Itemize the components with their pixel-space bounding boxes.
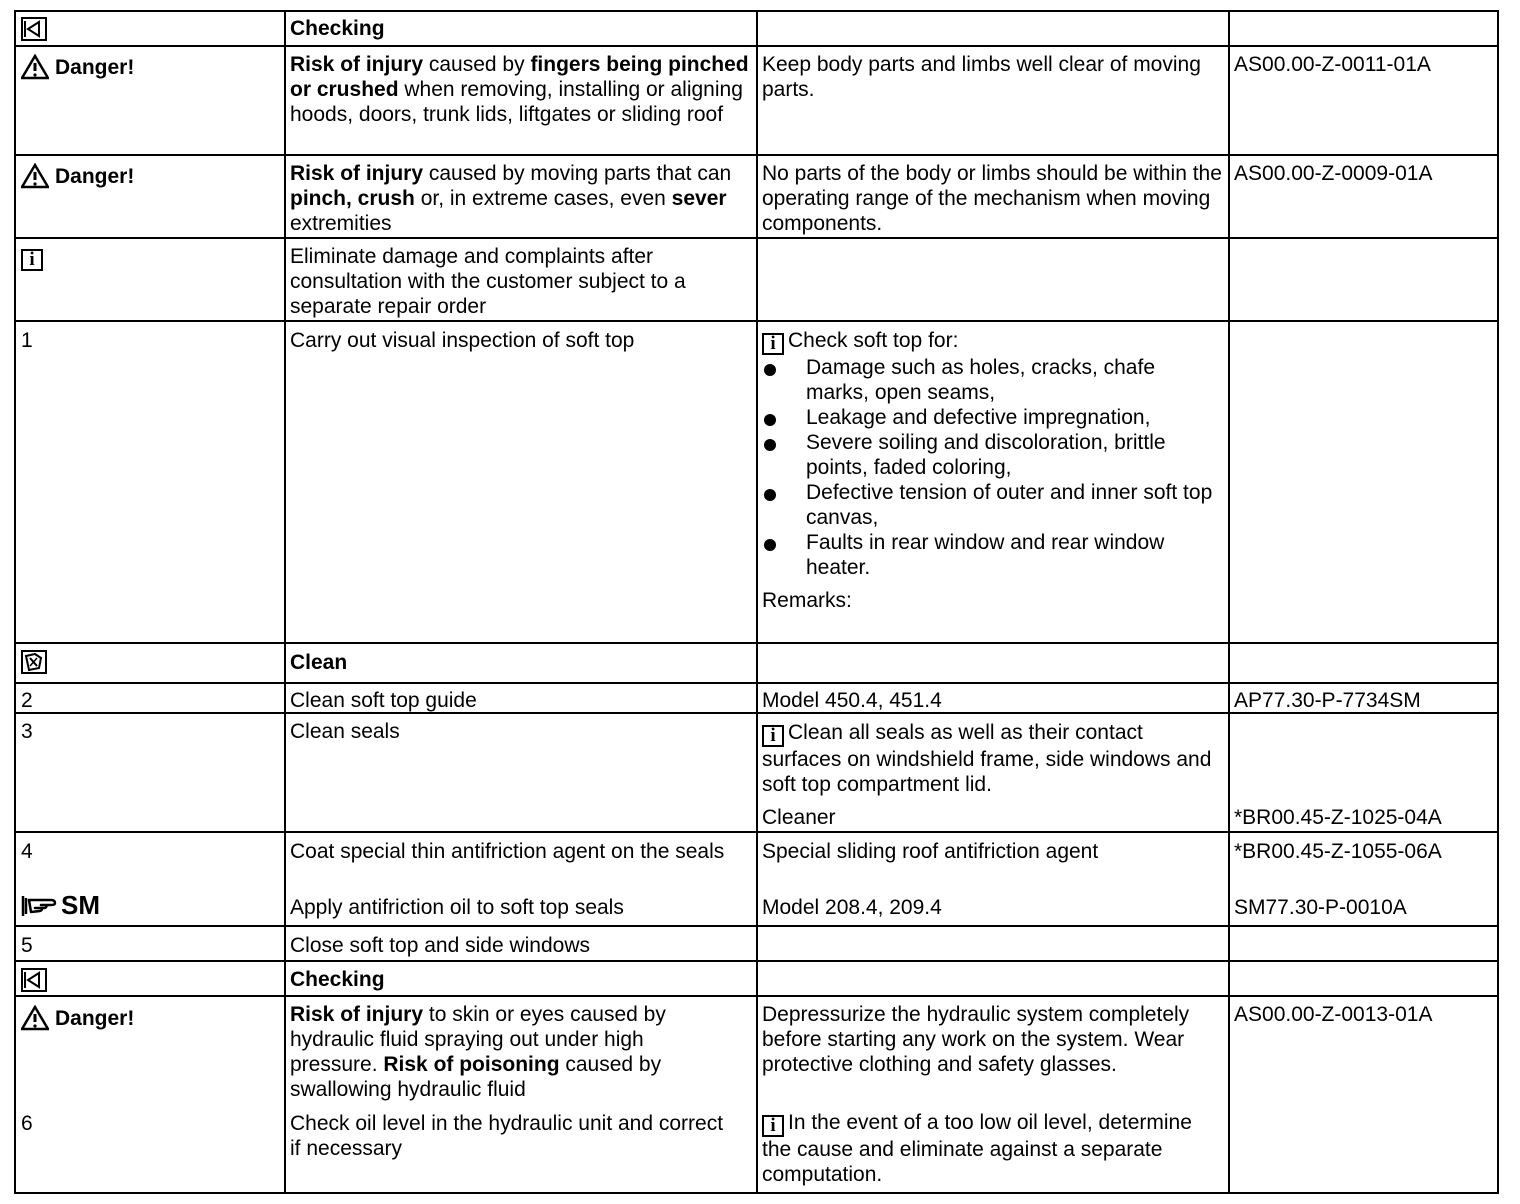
risk-text: caused by moving parts that can [423,162,732,185]
row-divider [16,237,1497,239]
reference-document: *BR00.45-Z-1025-04A [1234,806,1442,829]
step-text: Close soft top and side windows [290,934,590,957]
danger-label [21,1005,134,1031]
warning-triangle-icon [21,1005,49,1031]
risk-description [290,52,756,127]
risk-text: caused by [423,53,531,76]
model-info: Model 208.4, 209.4 [762,896,942,919]
danger-text: Danger! [55,55,135,79]
risk-emphasis: sever [671,187,727,210]
reference-document: *BR00.45-Z-1055-06A [1234,840,1442,863]
step-number: 1 [21,329,33,352]
sm-label [21,889,100,920]
row-divider [16,925,1497,927]
step-number: 2 [21,689,33,712]
column-divider [1228,12,1230,1192]
row-divider [16,831,1497,833]
inspection-intro: Check soft top for: [788,329,959,352]
list-item: Leakage and defective impregnation, [762,405,1222,430]
row-divider [16,682,1497,684]
info-icon-cell [21,244,47,271]
checking-icon-cell [21,967,47,992]
section-title: Checking [290,968,385,991]
row-divider [16,995,1497,997]
risk-text: or, in extreme cases, even [414,187,672,210]
info-box-icon: i [762,1115,784,1137]
inspection-notes [762,328,1222,613]
reference-document: AS00.00-Z-0011-01A [1234,53,1431,76]
cleaning-note [762,720,1222,797]
risk-description [290,161,750,236]
list-item: Defective tension of outer and inner soft top canvas, [762,480,1222,530]
reference-document: AP77.30-P-7734SM [1234,689,1421,712]
row-divider [16,45,1497,47]
risk-text: caused by swallowing hydraulic fluid [290,1053,662,1101]
risk-text: extremities [290,212,392,235]
step-text: Apply antifriction oil to soft top seals [290,896,624,919]
note-text: In the event of a too low oil level, determine the cause and eliminate against a separate computation. [762,1111,1192,1186]
row-divider [16,320,1497,322]
info-box-icon: i [762,333,784,355]
risk-emphasis: Risk of injury [290,162,424,185]
section-title: Clean [290,651,348,674]
checking-icon-cell [21,16,47,41]
step-text: Check oil level in the hydraulic unit and correct if necessary [290,1112,724,1160]
reference-document: AS00.00-Z-0009-01A [1234,162,1433,185]
inspection-list [762,355,1222,580]
column-divider [284,12,286,1192]
danger-text: Danger! [55,164,135,188]
risk-emphasis: fingers being pinched or crushed [290,53,749,101]
pointing-hand-icon [21,892,59,918]
step-number: 5 [21,934,33,957]
clean-book-icon [21,650,47,674]
safety-measure: Keep body parts and limbs well clear of moving parts. [762,53,1201,101]
back-arrow-box-icon [21,968,47,992]
info-box-icon: i [762,725,784,747]
safety-measure: Depressurize the hydraulic system completely before starting any work on the system. Wear protective clothing and safety glasses. [762,1003,1190,1076]
risk-text: to skin or eyes caused by hydraulic fluid spraying out under high pressure. [290,1003,666,1076]
row-divider [16,960,1497,962]
step-text: Carry out visual inspection of soft top [290,329,635,352]
reference-document: AS00.00-Z-0013-01A [1234,1003,1433,1026]
back-arrow-box-icon [21,17,47,41]
danger-label [21,163,134,189]
warning-triangle-icon [21,163,49,189]
step-number: 6 [21,1112,33,1135]
risk-emphasis: Risk of injury [290,1003,424,1026]
safety-measure: No parts of the body or limbs should be within the operating range of the mechanism when moving components. [762,162,1222,235]
step-number: 3 [21,720,33,743]
risk-emphasis: Risk of injury [290,53,424,76]
step-number: 4 [21,840,33,863]
agent-info: Special sliding roof antifriction agent [762,840,1099,863]
step-text: Clean seals [290,720,400,743]
section-title: Checking [290,17,385,40]
reference-document: SM77.30-P-0010A [1234,896,1407,919]
info-text: Eliminate damage and complaints after consultation with the customer subject to a separate repair order [290,245,686,318]
risk-emphasis: pinch, crush [290,187,415,210]
danger-label [21,54,134,80]
warning-triangle-icon [21,54,49,80]
row-divider [16,154,1497,156]
list-item: Damage such as holes, cracks, chafe marks, open seams, [762,355,1222,405]
list-item: Severe soiling and discoloration, brittle points, faded coloring, [762,430,1222,480]
risk-text: when removing, installing or aligning hoods, doors, trunk lids, liftgates or sliding roof [290,78,743,126]
list-item: Faults in rear window and rear window heater. [762,530,1222,580]
oil-level-note [762,1110,1222,1187]
step-text: Coat special thin antifriction agent on the seals [290,840,725,863]
risk-emphasis: Risk of poisoning [383,1053,560,1076]
row-divider [16,642,1497,644]
column-divider [756,12,758,1192]
risk-description [290,1002,730,1102]
note-text: Clean all seals as well as their contact surfaces on windshield frame, side windows and soft top compartment lid. [762,721,1212,796]
clean-icon-cell [21,650,47,680]
sm-text: SM [61,889,100,920]
step-text: Clean soft top guide [290,689,477,712]
model-info: Model 450.4, 451.4 [762,689,942,712]
cleaner-label: Cleaner [762,806,836,829]
remarks-label: Remarks: [762,589,852,612]
info-box-icon: i [21,249,43,271]
procedure-table [14,10,1499,1194]
danger-text: Danger! [55,1006,135,1030]
